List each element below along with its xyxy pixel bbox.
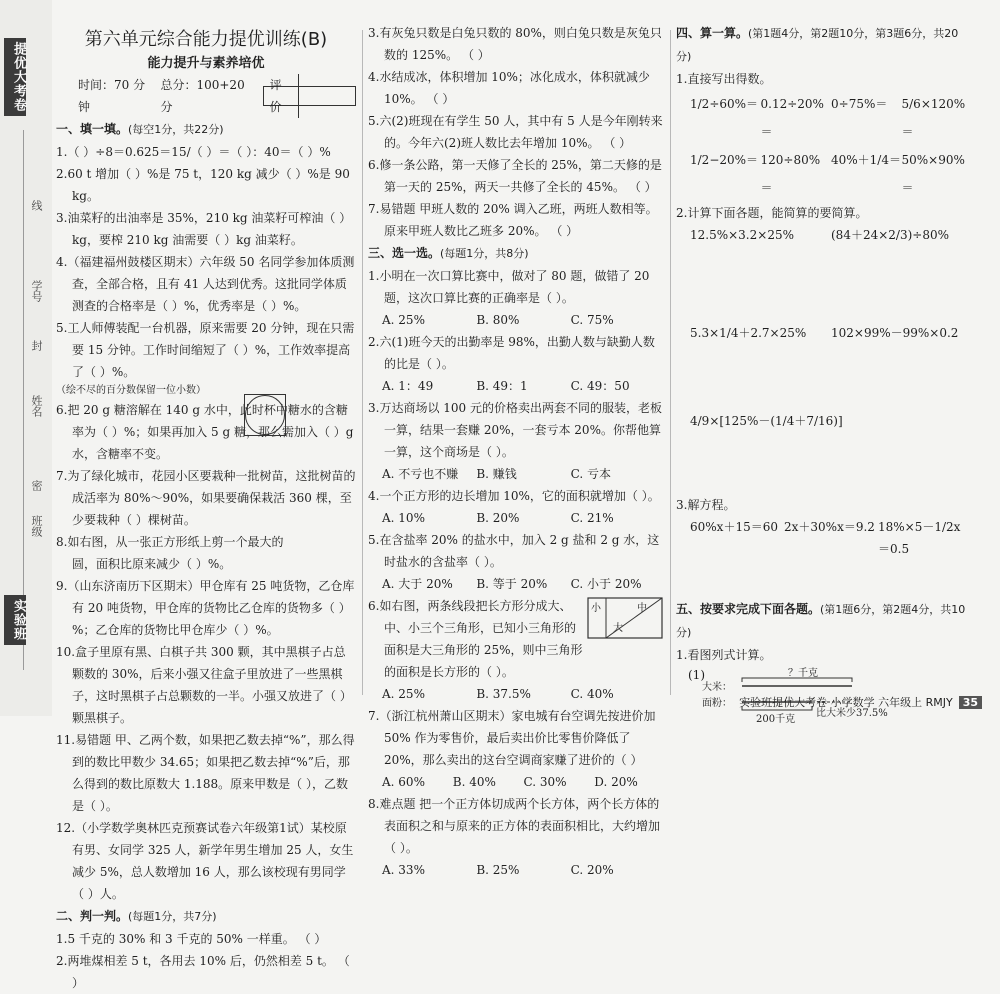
answer-paren[interactable]: （ ）	[426, 92, 455, 106]
total-score: 总分：100+20 分	[160, 78, 245, 114]
question: 1.（ ）÷8＝0.625＝15/（ ）＝（ ）：40＝（ ）%	[56, 145, 331, 159]
calc-row	[676, 322, 972, 410]
question: 1.直接写出得数。	[676, 72, 772, 86]
middle-label: 中	[637, 603, 647, 614]
options	[368, 859, 665, 881]
equation: 60%x＋15＝60	[690, 520, 778, 534]
option-b[interactable]: B. 25%	[476, 863, 520, 877]
column-right	[676, 22, 972, 726]
page-number: 35	[959, 696, 982, 709]
calc-expression: 102×99%－99%×0.2	[831, 326, 959, 340]
question	[368, 22, 665, 66]
calc-expression: (84＋24×2/3)÷80%	[831, 228, 949, 242]
exam-info	[78, 74, 356, 118]
question: 3.油菜籽的出油率是 35%，210 kg 油菜籽可榨油（ ）kg，要榨 210 kg 油需要（ ）kg 油菜籽。	[56, 211, 352, 247]
column-divider	[362, 30, 363, 695]
section-heading	[676, 598, 972, 644]
answer-paren[interactable]: （ ）	[461, 48, 490, 62]
option-c[interactable]: C. 小于 20%	[570, 577, 642, 591]
calc-item: 40%＋1/4＝	[831, 153, 901, 167]
time-limit: 时间：70 分钟	[78, 78, 146, 114]
answer-paren[interactable]: （ ）	[603, 136, 632, 150]
question-text: 4.水结成冰，体积增加 10%；冰化成水，体积就减少 10%。	[368, 70, 650, 106]
question	[368, 110, 665, 154]
option-d[interactable]: D. 20%	[594, 775, 638, 789]
question-text: 3.有灰兔只数是白兔只数的 80%，则白兔只数是灰兔只数的 125%。	[368, 26, 662, 62]
question: 8.如右图，从一张正方形纸上剪一个最大的圆，面积比原来减少（ ）%。	[56, 535, 284, 571]
question: 11.易错题 甲、乙两个数，如果把乙数去掉“%”，那么得到的数比甲数少 34.65；如果把乙数去掉“%”后，那么得到的数比原数大 1.188。原来甲数是（ ），乙数是（ ）。	[56, 733, 355, 813]
section-note: (第1题6分，第2题4分，共10分)	[676, 603, 966, 639]
option-c[interactable]: C. 49：50	[570, 379, 630, 393]
brand-badge-bottom: 实验班	[4, 595, 26, 645]
question: 4.（福建福州鼓楼区期末）六年级 50 名同学参加体质测查，全部合格，且有 41 人达到优秀。这批同学体质测查的合格率是（ ）%，优秀率是（ ）%。	[56, 255, 355, 313]
question	[56, 928, 356, 950]
option-b[interactable]: B. 80%	[476, 313, 520, 327]
calc-item: 1/2÷60%＝	[690, 97, 759, 111]
question: 6.如右图，两条线段把长方形分成大、中、小三个三角形，已知小三角形的面积是大三角形的 25%，则中三角形的面积是长方形的（ ）。	[368, 599, 583, 679]
answer-paren[interactable]: （ ）	[72, 954, 350, 990]
page-footer	[739, 694, 982, 710]
seal-char-2: 封	[30, 340, 43, 351]
calc-row	[676, 410, 972, 494]
calc-item: 5/6×120%＝	[901, 97, 966, 139]
options	[368, 309, 665, 331]
binding-spine	[0, 0, 52, 716]
option-b[interactable]: B. 37.5%	[476, 687, 531, 701]
inscribed-circle	[245, 395, 285, 435]
question: 3.万达商场以 100 元的价格卖出两套不同的服装，老板一算，结果一套赚 20%，一套亏本 20%。你帮他算一算，这个商场是（ ）。	[368, 401, 662, 459]
flour-label: 面粉：	[702, 698, 732, 709]
answer-paren[interactable]: （ ）	[298, 932, 327, 946]
rectangle-triangles-figure	[587, 597, 663, 639]
option-c[interactable]: C. 20%	[570, 863, 614, 877]
seal-line	[23, 130, 24, 670]
question: 7.（浙江杭州萧山区期末）家电城有台空调先按进价加 50% 作为零售价，最后卖出价比零售价降低了 20%，那么卖出的这台空调商家赚了进价的（ ）	[368, 709, 656, 767]
oral-calc-row	[676, 90, 972, 146]
equation: 18%×5－1/2x＝0.5	[878, 520, 961, 556]
question: 1.小明在一次口算比赛中，做对了 80 题，做错了 20 题，这次口算比赛的正确率是（ ）。	[368, 269, 650, 305]
section-note: (第1题4分，第2题10分，第3题6分，共20分)	[676, 27, 959, 63]
question: 10.盒子里原有黑、白棋子共 300 颗，其中黑棋子占总颗数的 30%，后来小强又往盒子里放进了一些黑棋子，这时黑棋子占总颗数的一半。小强又放进了（ ）颗黑棋子。	[56, 645, 352, 725]
section-heading	[56, 905, 356, 928]
options	[368, 771, 665, 793]
small-label: 小	[591, 603, 601, 614]
option-a[interactable]: A. 10%	[382, 511, 425, 525]
option-b[interactable]: B. 40%	[452, 775, 496, 789]
question: 2.计算下面各题，能简算的要简算。	[676, 206, 868, 220]
option-a[interactable]: A. 25%	[382, 313, 425, 327]
answer-paren[interactable]: （ ）	[628, 180, 657, 194]
question: 12.（小学数学奥林匹克预赛试卷六年级第1试）某校原有男、女同学 325 人，新学年男生增加 25 人，女生减少 5%，总人数增加 16 人，那么该校现有男同学（ ）人。	[56, 821, 354, 901]
question-text: 6.修一条公路，第一天修了全长的 25%，第二天修的是第一天的 25%，两天一共修了全长的 45%。	[368, 158, 662, 194]
calc-row	[676, 224, 972, 322]
question: 1.看图列式计算。	[676, 648, 772, 662]
question-with-figure	[368, 595, 665, 683]
options	[368, 507, 665, 529]
calc-expression: 5.3×1/4＋2.7×25%	[690, 326, 807, 340]
question: 2.60 t 增加（ ）%是 75 t，120 kg 减少（ ）%是 90 kg。	[56, 167, 350, 203]
big-label: 大	[613, 623, 623, 634]
option-a[interactable]: A. 33%	[382, 863, 425, 877]
calc-item: 0.12÷20%＝	[760, 97, 824, 139]
section-title: 四、算一算。	[676, 26, 749, 40]
option-b[interactable]: B. 赚钱	[476, 467, 517, 481]
name-label: 姓名	[30, 395, 43, 417]
class-label: 班级	[30, 515, 43, 537]
option-a[interactable]: A. 1：49	[382, 379, 434, 393]
question: 6.把 20 g 糖溶解在 140 g 水中，此时杯中糖水的含糖率为（ ）%；如果再加入 5 g 糖，那么需加入（ ）g 水，含糖率不变。	[56, 403, 354, 461]
oral-calc-row	[676, 146, 972, 202]
question	[368, 198, 665, 242]
answer-paren[interactable]: （ ）	[550, 224, 579, 238]
option-b[interactable]: B. 49：1	[476, 379, 528, 393]
calc-expression: 4/9×[125%－(1/4＋7/16)]	[690, 414, 843, 428]
column-divider	[670, 30, 671, 695]
option-c[interactable]: C. 75%	[570, 313, 614, 327]
option-b[interactable]: B. 等于 20%	[476, 577, 548, 591]
calc-item: 120÷80%＝	[760, 153, 821, 195]
option-a[interactable]: A. 25%	[382, 687, 425, 701]
page-title: 第六单元综合能力提优训练(B)	[84, 29, 328, 50]
square-circle-figure	[244, 394, 286, 436]
section-heading	[676, 22, 972, 68]
section-note: (每题1分，共8分)	[440, 247, 529, 260]
question: 9.（山东济南历下区期末）甲仓库有 25 吨货物，乙仓库有 20 吨货物，甲仓库的货物比乙仓库的货物多（ ）%；乙仓库的货物比甲仓库少（ ）%。	[56, 579, 355, 637]
evaluation-box	[263, 78, 356, 114]
question-text: 1.5 千克的 30% 和 3 千克的 50% 一样重。	[56, 932, 295, 946]
options	[368, 463, 665, 485]
brand-badge-top: 提优大考卷	[4, 38, 26, 116]
calc-item: 0÷75%＝	[831, 97, 888, 111]
seal-char-3: 密	[30, 480, 43, 491]
question: 2.六(1)班今天的出勤率是 98%，出勤人数与缺勤人数的比是（ ）。	[368, 335, 655, 371]
option-b[interactable]: B. 20%	[476, 511, 520, 525]
calc-expression: 12.5%×3.2×25%	[690, 228, 794, 242]
evaluation-label: 评价	[264, 74, 299, 118]
section-heading	[56, 118, 356, 141]
question: 8.难点题 把一个正方体切成两个长方体，两个长方体的表面积之和与原来的正方体的表面积相比，大约增加（ ）。	[368, 797, 661, 855]
question-note: （绘不尽的百分数保留一位小数）	[56, 385, 206, 396]
equation-row	[676, 516, 972, 598]
option-a[interactable]: A. 60%	[382, 775, 425, 789]
option-a[interactable]: A. 大于 20%	[382, 577, 453, 591]
section-heading	[368, 242, 665, 265]
rice-label: 大米：	[702, 682, 732, 693]
option-c[interactable]: C. 40%	[570, 687, 614, 701]
question: 7.为了绿化城市，花园小区要栽种一批树苗，这批树苗的成活率为 80%～90%，如果要确保栽活 360 棵，至少要栽种（ ）棵树苗。	[56, 469, 356, 527]
options	[368, 683, 665, 705]
column-left	[56, 0, 356, 994]
question: 4.一个正方形的边长增加 10%，它的面积就增加（ ）。	[368, 489, 660, 503]
option-c[interactable]: C. 亏本	[570, 467, 612, 481]
flour-amount: 200千克	[756, 714, 796, 725]
section-note: (每空1分，共22分)	[128, 123, 224, 136]
option-c[interactable]: C. 21%	[570, 511, 614, 525]
calc-item: 1/2−20%＝	[690, 153, 759, 167]
equation: 2x＋30%x＝9.2	[784, 520, 875, 534]
question: 5.工人师傅装配一台机器，原来需要 20 分钟，现在只需要 15 分钟。工作时间缩短了（ ）%，工作效率提高了（ ）%。	[56, 321, 355, 379]
question-text: 7.易错题 甲班人数的 20% 调入乙班，两班人数相等。原来甲班人数比乙班多 20%。	[368, 202, 658, 238]
question	[368, 154, 665, 198]
question: 5.在含盐率 20% 的盐水中，加入 2 g 盐和 2 g 水，这时盐水的含盐率（ ）。	[368, 533, 660, 569]
question-text: 2.两堆煤相差 5 t，各用去 10% 后，仍然相差 5 t。	[56, 954, 334, 968]
question	[56, 950, 356, 994]
page-subtitle: 能力提升与素养培优	[147, 56, 265, 71]
seal-char-1: 线	[30, 200, 43, 211]
calc-item: 50%×90%＝	[901, 153, 965, 195]
less-percent-label: 比大米少37.5%	[816, 708, 888, 719]
column-middle	[368, 22, 665, 881]
question	[368, 66, 665, 110]
options	[368, 375, 665, 397]
section-note: (每题1分，共7分)	[128, 910, 217, 923]
options	[368, 573, 665, 595]
section-title: 一、填一填。	[56, 122, 129, 136]
unknown-label: ？千克	[788, 668, 818, 679]
section-title: 三、选一选。	[368, 246, 441, 260]
question-text: 5.六(2)班现在有学生 50 人，其中有 5 人是今年刚转来的。今年六(2)班人数比去年增加 10%。	[368, 114, 663, 150]
option-c[interactable]: C. 30%	[523, 775, 567, 789]
section-title: 五、按要求完成下面各题。	[676, 602, 821, 616]
footer-text: 实验班提优大考卷 小学数学 六年级上 RMJY	[739, 696, 953, 709]
sub-question-number: (1)	[688, 668, 705, 682]
section-title: 二、判一判。	[56, 909, 129, 923]
question: 3.解方程。	[676, 498, 736, 512]
student-number-label: 学号	[30, 280, 43, 302]
option-a[interactable]: A. 不亏也不赚	[382, 467, 459, 481]
